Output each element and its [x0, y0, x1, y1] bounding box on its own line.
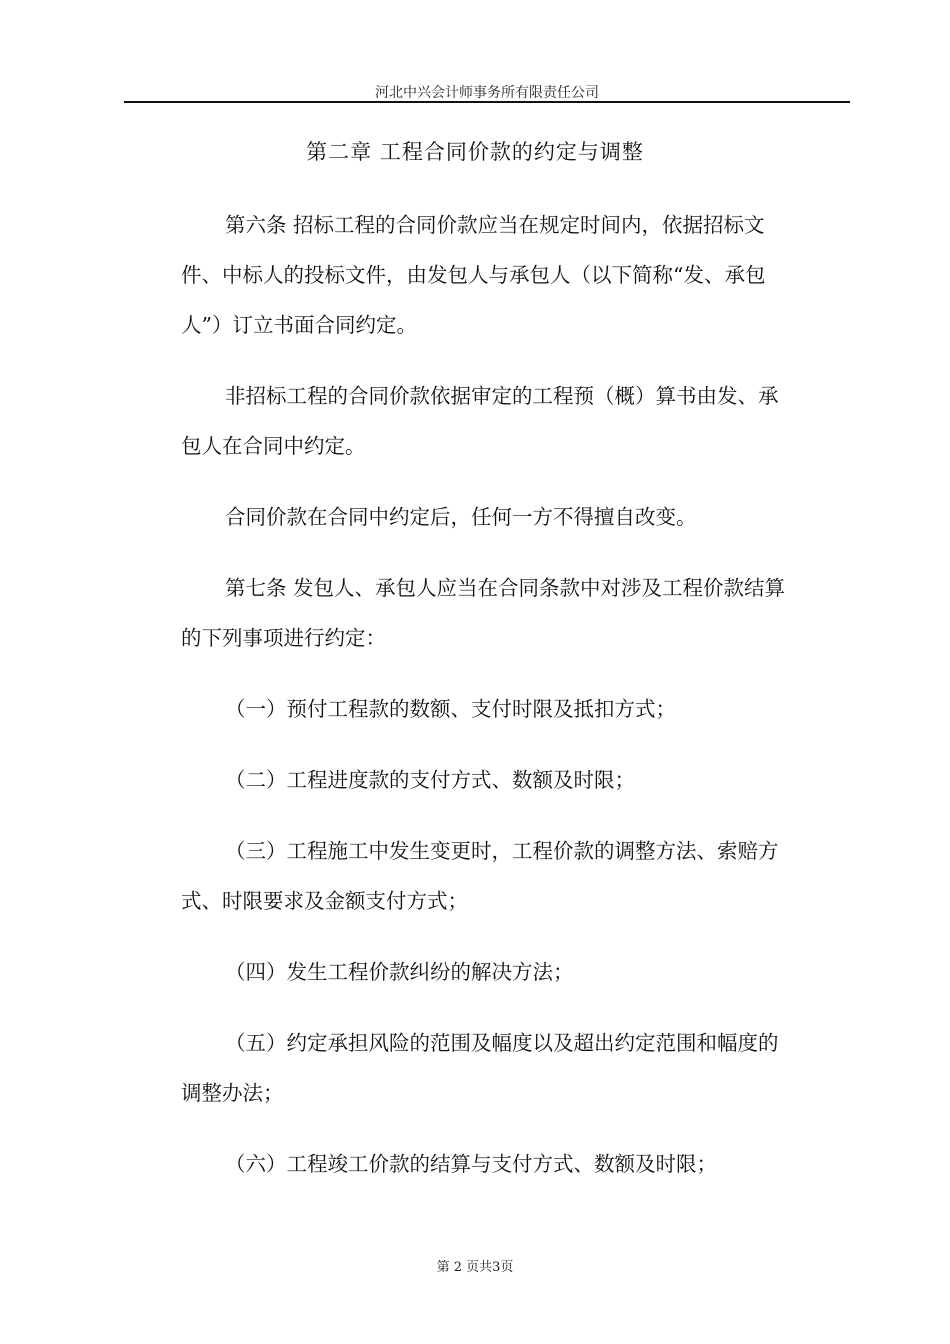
list-item-3: （三）工程施工中发生变更时，工程价款的调整方法、索赔方式、时限要求及金额支付方式；	[181, 839, 779, 913]
list-item-1: （一）预付工程款的数额、支付时限及抵扣方式；	[225, 697, 676, 721]
list-item-5: （五）约定承担风险的范围及幅度以及超出约定范围和幅度的调整办法；	[181, 1031, 779, 1105]
paragraph-article-6: 第六条 招标工程的合同价款应当在规定时间内，依据招标文件、中标人的投标文件，由发包人与承包人（以下简称“发、承包人”）订立书面合同约定。	[181, 213, 766, 337]
paragraph-no-change: 合同价款在合同中约定后，任何一方不得擅自改变。	[225, 505, 697, 529]
list-item-6: （六）工程竣工价款的结算与支付方式、数额及时限；	[225, 1152, 717, 1176]
paragraph-non-tender: 非招标工程的合同价款依据审定的工程预（概）算书由发、承包人在合同中约定。	[181, 384, 779, 458]
page-header: 河北中兴会计师事务所有限责任公司	[375, 85, 599, 101]
paragraph-article-7: 第七条 发包人、承包人应当在合同条款中对涉及工程价款结算的下列事项进行约定：	[181, 576, 786, 650]
list-item-2: （二）工程进度款的支付方式、数额及时限；	[225, 768, 635, 792]
list-item-4: （四）发生工程价款纠纷的解决方法；	[225, 960, 574, 984]
document-body	[181, 200, 796, 1189]
page-number: 第 2 页共3页	[436, 1260, 514, 1275]
chapter-title: 第二章 工程合同价款的约定与调整	[306, 140, 644, 164]
header-divider	[124, 101, 850, 103]
